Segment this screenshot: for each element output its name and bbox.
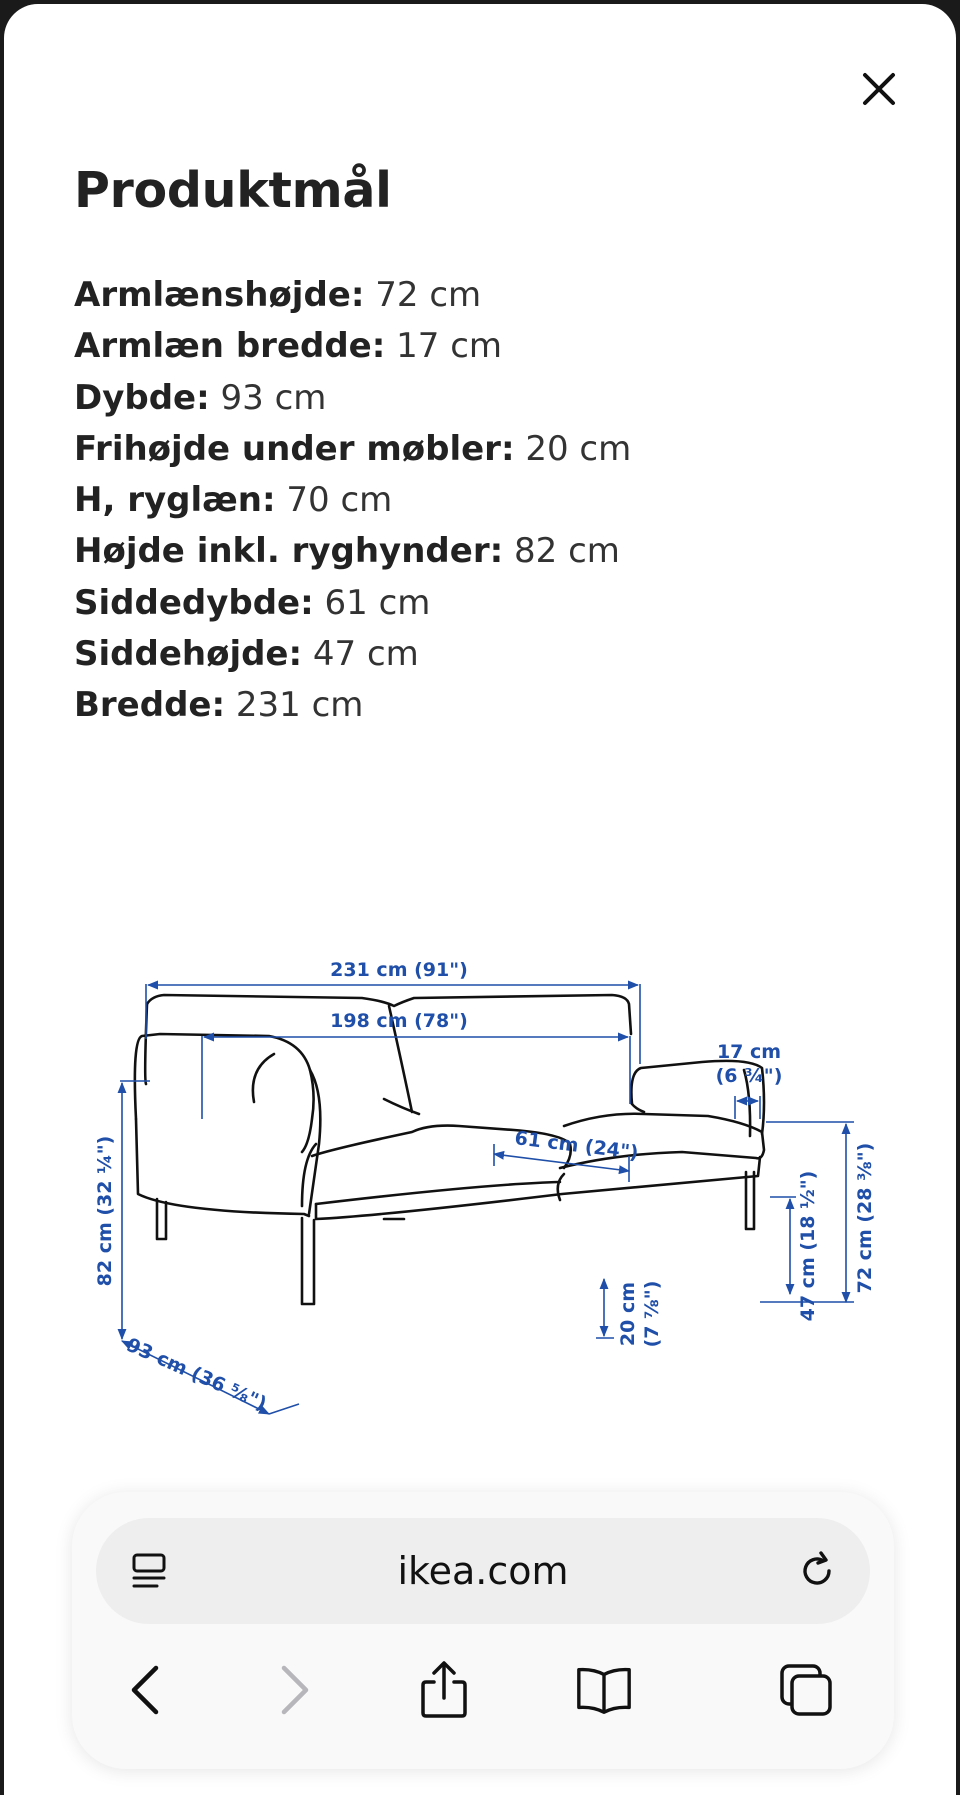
diagram-inner-width-label: 198 cm (78"): [330, 1010, 468, 1032]
dimension-label: Frihøjde under møbler:: [74, 428, 515, 469]
dimension-value: 72 cm: [375, 275, 482, 315]
back-button[interactable]: [116, 1660, 176, 1720]
diagram-clearance-inch-label: (7 ⅞"): [641, 1280, 663, 1348]
forward-icon: [274, 1664, 314, 1716]
dimension-value: 20 cm: [525, 428, 632, 469]
dimension-row: [74, 475, 631, 526]
dimension-label: Armlænshøjde:: [74, 275, 365, 315]
dimension-value: 61 cm: [324, 582, 431, 623]
url-text: ikea.com: [397, 1549, 569, 1593]
back-icon: [126, 1664, 166, 1716]
close-button[interactable]: [854, 64, 904, 114]
dimension-value: 70 cm: [286, 480, 393, 521]
reload-icon: [795, 1549, 839, 1593]
dimension-label: Højde inkl. ryghynder:: [74, 531, 504, 572]
dimension-value: 47 cm: [312, 634, 419, 675]
dimension-row: [74, 321, 631, 372]
forward-button[interactable]: [264, 1660, 324, 1720]
close-icon: [861, 71, 897, 107]
product-dimensions-modal: [4, 4, 956, 1795]
dimension-value: 17 cm: [396, 326, 503, 367]
diagram-total-height-label: 82 cm (32 ¼"): [94, 1135, 116, 1287]
bookmarks-icon: [574, 1664, 634, 1716]
dimension-value: 93 cm: [220, 377, 327, 418]
page-title: Produktmål: [74, 162, 392, 219]
dimension-label: Dybde:: [74, 377, 210, 418]
dimension-label: H, ryglæn:: [74, 480, 276, 521]
diagram-width-label: 231 cm (91"): [330, 959, 468, 981]
diagram-seat-depth-label: 61 cm (24"): [513, 1127, 640, 1165]
share-button[interactable]: [414, 1660, 474, 1720]
browser-toolbar: [72, 1492, 894, 1769]
dimension-label: Siddedybde:: [74, 582, 314, 623]
dimension-row: [74, 424, 631, 475]
dimension-row: [74, 629, 631, 680]
share-icon: [416, 1660, 472, 1720]
reload-button[interactable]: [792, 1546, 842, 1596]
dimension-label: Armlæn bredde:: [74, 326, 386, 367]
diagram-armrest-width-inch-label: (6 ¾"): [715, 1065, 783, 1087]
diagram-seat-height-label: 47 cm (18 ½"): [797, 1170, 819, 1322]
dimension-label: Siddehøjde:: [74, 634, 303, 675]
diagram-armrest-height-label: 72 cm (28 ⅜"): [854, 1142, 876, 1294]
diagram-armrest-width-label: 17 cm: [716, 1041, 782, 1063]
sofa-dimension-diagram: [84, 944, 884, 1444]
dimension-row: [74, 270, 631, 321]
address-bar[interactable]: [96, 1518, 870, 1624]
dimension-label: Bredde:: [74, 685, 226, 726]
dimension-row: [74, 526, 631, 577]
dimension-row: [74, 373, 631, 424]
bookmarks-button[interactable]: [574, 1660, 634, 1720]
dimension-value: 231 cm: [235, 685, 364, 726]
diagram-clearance-label: 20 cm: [617, 1281, 639, 1347]
dimension-row: [74, 578, 631, 629]
dimension-list: [74, 270, 631, 732]
sofa-illustration: [135, 995, 764, 1304]
tabs-icon: [778, 1662, 834, 1718]
dimension-row: [74, 680, 631, 731]
dimension-value: 82 cm: [514, 531, 620, 572]
tabs-button[interactable]: [776, 1660, 836, 1720]
diagram-depth-label: 93 cm (36 ⅝"): [123, 1333, 270, 1416]
